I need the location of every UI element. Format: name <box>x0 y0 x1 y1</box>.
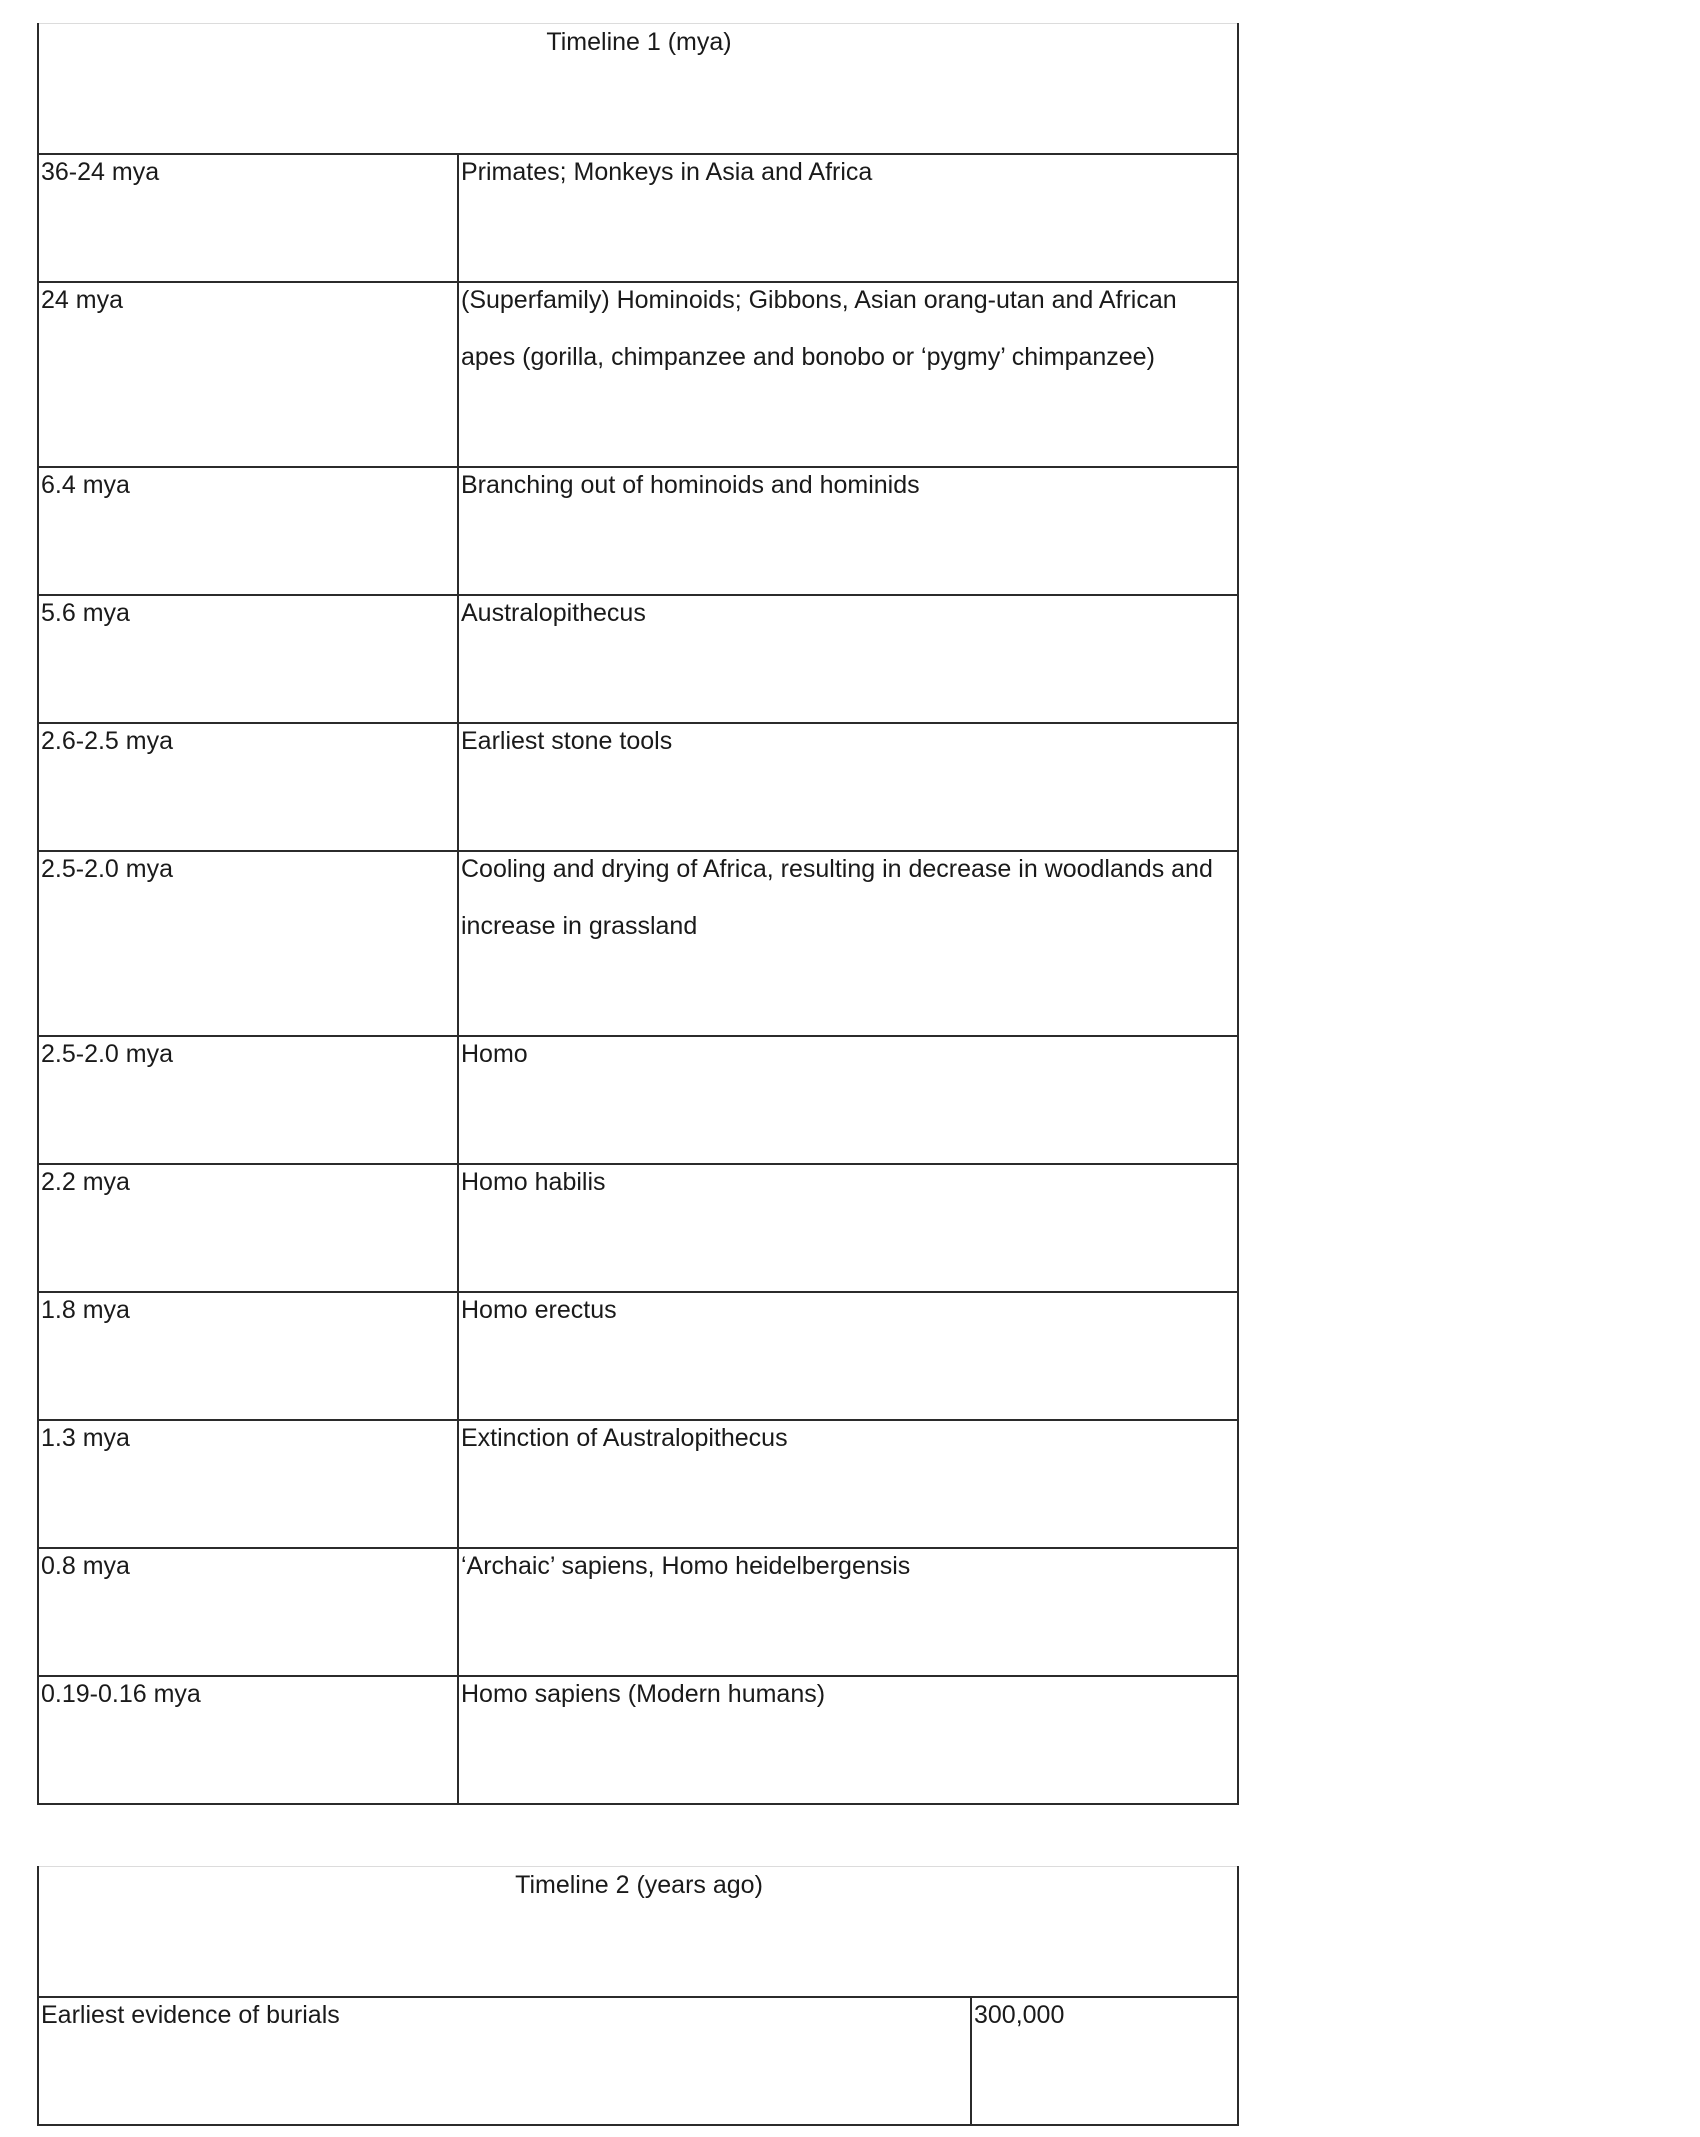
table-row <box>38 1036 1238 1164</box>
table-row <box>38 282 1238 467</box>
date-cell: 2.6-2.5 mya <box>38 723 458 851</box>
timeline-1-title: Timeline 1 (mya) <box>38 24 1238 154</box>
timeline-2-table <box>37 1866 1239 2126</box>
event-cell: Earliest stone tools <box>458 723 1238 851</box>
event-cell <box>458 282 1238 467</box>
table-row <box>38 1292 1238 1420</box>
table-row <box>38 1164 1238 1292</box>
event-cell <box>458 851 1238 1036</box>
timeline-1-table <box>37 23 1239 1805</box>
date-cell: 36-24 mya <box>38 154 458 282</box>
date-cell: 24 mya <box>38 282 458 467</box>
event-text: (Superfamily) Hominoids; Gibbons, Asian orang-utan and African apes (gorilla, chimpanzee and bonobo or ‘pygmy’ chimpanzee) <box>461 285 1177 371</box>
date-cell: 2.5-2.0 mya <box>38 1036 458 1164</box>
table-row <box>38 1420 1238 1548</box>
event-cell: Homo erectus <box>458 1292 1238 1420</box>
date-cell: 1.3 mya <box>38 1420 458 1548</box>
years-cell: 300,000 <box>971 1997 1238 2125</box>
event-cell: Primates; Monkeys in Asia and Africa <box>458 154 1238 282</box>
event-cell: Earliest evidence of burials <box>38 1997 971 2125</box>
event-cell: Homo <box>458 1036 1238 1164</box>
event-cell: Homo sapiens (Modern humans) <box>458 1676 1238 1804</box>
event-cell: ‘Archaic’ sapiens, Homo heidelbergensis <box>458 1548 1238 1676</box>
date-cell: 2.5-2.0 mya <box>38 851 458 1036</box>
table-row <box>38 851 1238 1036</box>
table-row <box>38 1548 1238 1676</box>
table-row <box>38 595 1238 723</box>
event-text: Cooling and drying of Africa, resulting in decrease in woodlands and increase in grassland <box>461 854 1213 940</box>
date-cell: 1.8 mya <box>38 1292 458 1420</box>
table-row <box>38 723 1238 851</box>
timeline-2-title-row <box>38 1867 1238 1997</box>
event-cell: Homo habilis <box>458 1164 1238 1292</box>
table-row <box>38 1676 1238 1804</box>
timeline-1-title-row <box>38 24 1238 154</box>
timeline-2-title: Timeline 2 (years ago) <box>38 1867 1238 1997</box>
table-row <box>38 154 1238 282</box>
event-cell: Branching out of hominoids and hominids <box>458 467 1238 595</box>
event-cell: Extinction of Australopithecus <box>458 1420 1238 1548</box>
table-row <box>38 467 1238 595</box>
date-cell: 6.4 mya <box>38 467 458 595</box>
date-cell: 2.2 mya <box>38 1164 458 1292</box>
date-cell: 0.19-0.16 mya <box>38 1676 458 1804</box>
date-cell: 0.8 mya <box>38 1548 458 1676</box>
table-row <box>38 1997 1238 2125</box>
date-cell: 5.6 mya <box>38 595 458 723</box>
event-cell: Australopithecus <box>458 595 1238 723</box>
